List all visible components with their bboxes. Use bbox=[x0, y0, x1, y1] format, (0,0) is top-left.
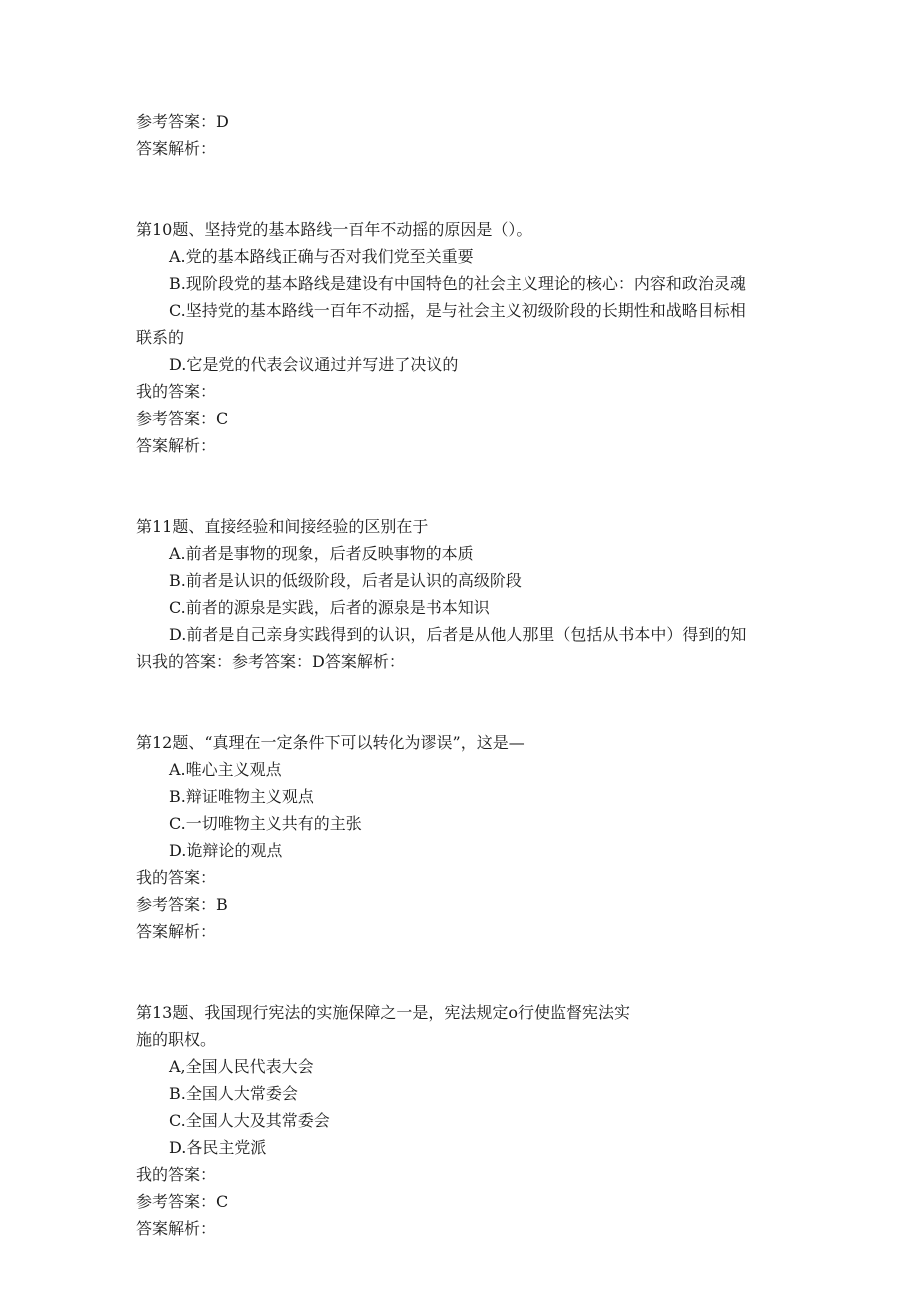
reference-answer: 参考答案：B bbox=[136, 895, 228, 914]
question-stem-continued: 施的职权。 bbox=[136, 1030, 217, 1049]
option-c: C.全国人大及其常委会 bbox=[169, 1111, 330, 1130]
previous-question-tail bbox=[136, 108, 796, 162]
answer-analysis: 答案解析： bbox=[136, 1219, 217, 1238]
option-d-continued: 识我的答案：参考答案：D答案解析： bbox=[136, 652, 405, 671]
option-c: C.一切唯物主义共有的主张 bbox=[169, 814, 362, 833]
my-answer: 我的答案： bbox=[136, 382, 217, 401]
reference-answer: 参考答案：D bbox=[136, 112, 229, 131]
question-stem: 第12题、“真理在一定条件下可以转化为谬误”，这是— bbox=[136, 733, 525, 752]
reference-answer: 参考答案：C bbox=[136, 409, 229, 428]
reference-answer: 参考答案：C bbox=[136, 1192, 229, 1211]
option-a: A.前者是事物的现象，后者反映事物的本质 bbox=[169, 544, 474, 563]
answer-analysis: 答案解析： bbox=[136, 139, 217, 158]
option-a: A.唯心主义观点 bbox=[169, 760, 282, 779]
answer-analysis: 答案解析： bbox=[136, 922, 217, 941]
question-11 bbox=[136, 513, 796, 675]
option-a: A,全国人民代表大会 bbox=[169, 1057, 314, 1076]
option-d: D.诡辩论的观点 bbox=[169, 841, 283, 860]
option-c: C.坚持党的基本路线一百年不动摇，是与社会主义初级阶段的长期性和战略目标相 bbox=[169, 301, 746, 320]
question-10 bbox=[136, 216, 796, 459]
option-b: B.全国人大常委会 bbox=[169, 1084, 298, 1103]
option-c: C.前者的源泉是实践，后者的源泉是书本知识 bbox=[169, 598, 490, 617]
option-c-continued: 联系的 bbox=[136, 328, 185, 347]
my-answer: 我的答案： bbox=[136, 868, 217, 887]
option-d: D.前者是自己亲身实践得到的认识，后者是从他人那里（包括从书本中）得到的知 bbox=[169, 625, 747, 644]
option-b: B.前者是认识的低级阶段，后者是认识的高级阶段 bbox=[169, 571, 522, 590]
question-13 bbox=[136, 999, 796, 1242]
question-stem: 第10题、坚持党的基本路线一百年不动摇的原因是（）。 bbox=[136, 220, 533, 239]
option-b: B.辩证唯物主义观点 bbox=[169, 787, 314, 806]
question-stem: 第13题、我国现行宪法的实施保障之一是，宪法规定o行使监督宪法实 bbox=[136, 1003, 630, 1022]
option-d: D.各民主党派 bbox=[169, 1138, 267, 1157]
option-b: B.现阶段党的基本路线是建设有中国特色的社会主义理论的核心：内容和政治灵魂 bbox=[169, 274, 746, 293]
document-page bbox=[136, 108, 796, 1242]
my-answer: 我的答案： bbox=[136, 1165, 217, 1184]
answer-analysis: 答案解析： bbox=[136, 436, 217, 455]
question-12 bbox=[136, 729, 796, 945]
question-stem: 第11题、直接经验和间接经验的区别在于 bbox=[136, 517, 429, 536]
option-a: A.党的基本路线正确与否对我们党至关重要 bbox=[169, 247, 474, 266]
option-d: D.它是党的代表会议通过并写进了决议的 bbox=[169, 355, 459, 374]
